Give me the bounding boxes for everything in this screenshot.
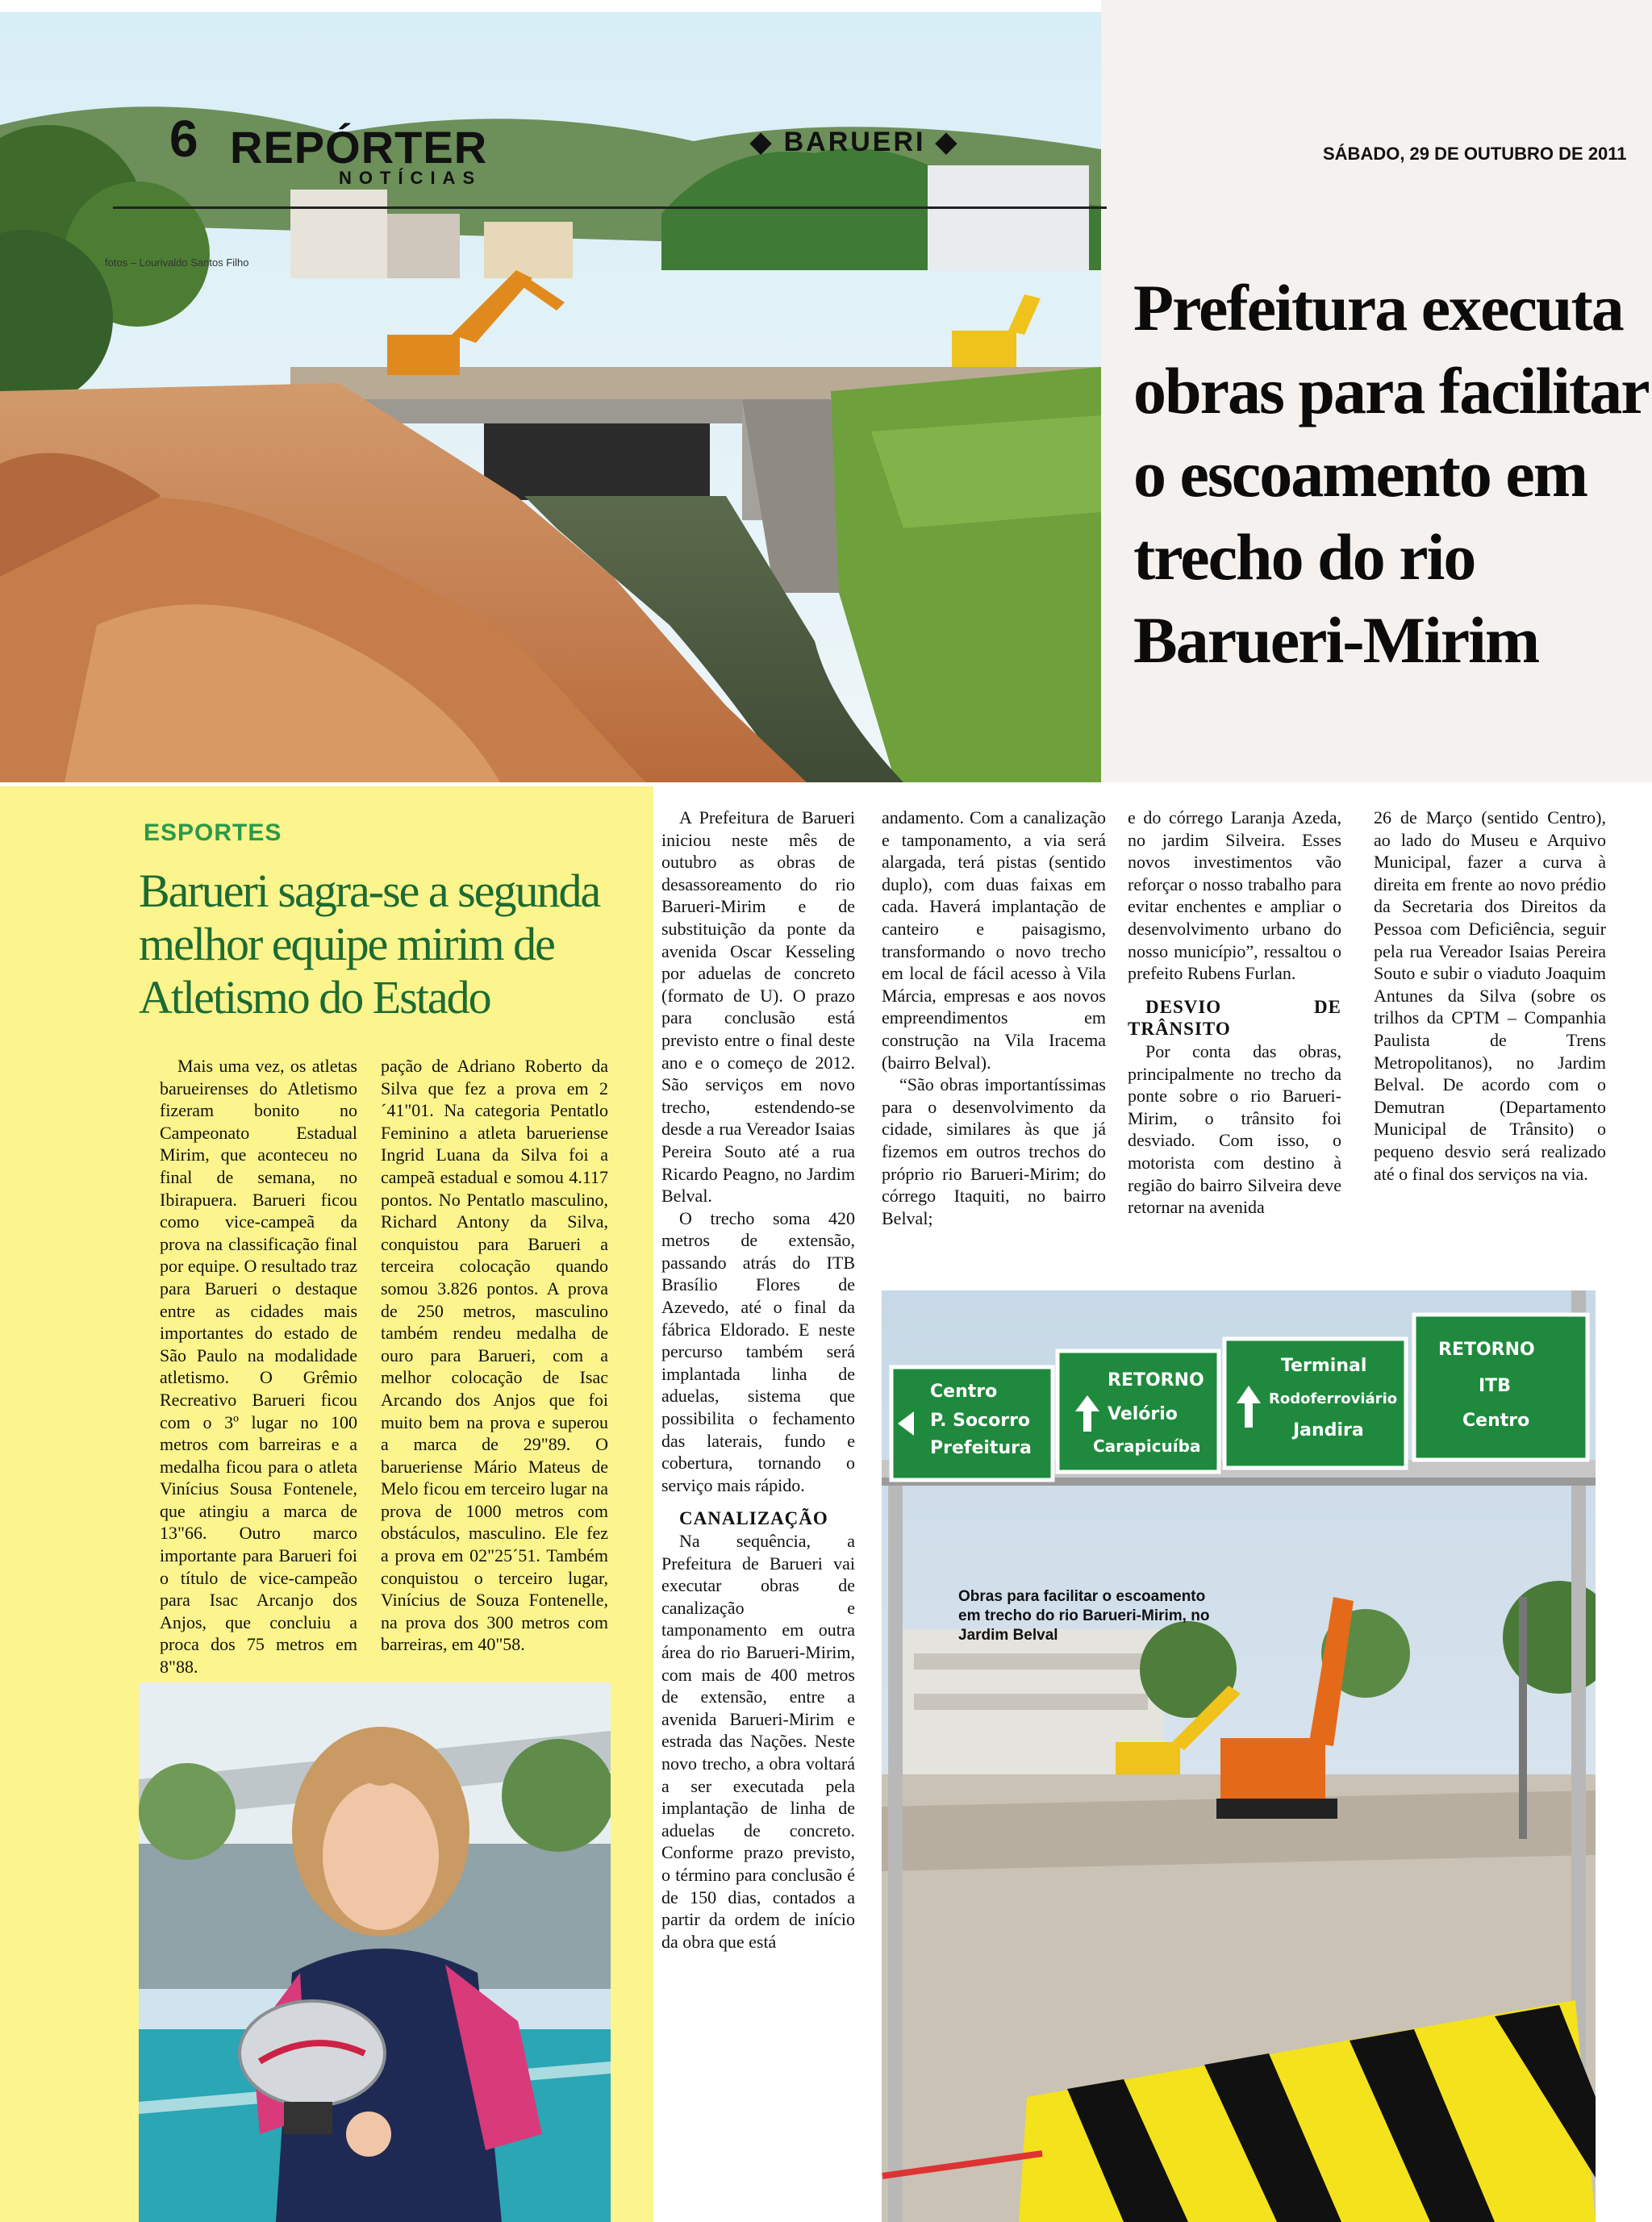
header-rule bbox=[113, 206, 1107, 209]
photo-credit: fotos – Lourivaldo Santos Filho bbox=[105, 256, 249, 269]
sports-paragraph: Mais uma vez, os atletas barueirenses do Atletismo fizeram bonito no Campeonato Estadual Mirim, que aconteceu no final de semana, no Ibirapuera. Barueri ficou como vice-campeã da prova na classificação final por equipe. O resultado traz para Barueri o destaque entre as cidades mais importantes do estado de São Paulo na modalidade atletismo. O Grêmio Recreativo Barueri ficou com o 3º lugar no 100 metros com barreiras e a medalha ficou para o atleta Vinícius Sousa Fontenele, que atingiu a marca de 13"66. Outro marco importante para Barueri foi o título de vice-campeão para Isac Arcanjo dos Anjos, que concluiu a proca dos 75 metros em 8"88. bbox=[160, 1056, 357, 1678]
section-tag: ◆ BARUERI ◆ bbox=[750, 127, 960, 157]
lead-paragraph: andamento. Com a canalização e tamponamento, a via será alargada, terá pistas (sentido duplo), com duas faixas em cada. Haverá implantação de canteiro e paisagismo, transformando o novo trecho em local de fácil acesso à Vila Márcia, empresas e aos novos empreendimentos em construção na Vila Iracema (bairro Belval). bbox=[882, 807, 1106, 1073]
newspaper-logo-subtitle: NOTÍCIAS bbox=[339, 168, 482, 188]
sports-headline: Barueri sagra-se a segunda melhor equipe mirim de Atletismo do Estado bbox=[139, 865, 600, 1023]
sports-column-1 bbox=[160, 1055, 357, 1767]
page-number: 6 bbox=[169, 110, 198, 168]
svg-text:Prefeitura: Prefeitura bbox=[930, 1438, 1032, 1458]
svg-text:RETORNO: RETORNO bbox=[1438, 1340, 1535, 1360]
svg-text:Carapicuíba: Carapicuíba bbox=[1093, 1436, 1201, 1456]
svg-text:Velório: Velório bbox=[1108, 1404, 1178, 1424]
subheading-desvio-transito: DESVIO DE TRÂNSITO bbox=[1128, 996, 1341, 1040]
svg-text:RETORNO: RETORNO bbox=[1108, 1370, 1204, 1390]
lead-paragraph: “São obras importantíssimas para o desenvolvimento da cidade, similares às que já fizemos em outros trechos do próprio rio Barueri-Mirim; do córrego Itaquiti, no bairro Belval; bbox=[882, 1074, 1106, 1228]
sports-kicker: ESPORTES bbox=[144, 819, 282, 846]
sports-paragraph: pação de Adriano Roberto da Silva que fez a prova em 2´41"01. Na categoria Pentatlo Feminino a atleta barueriense Ingrid Luana da Silva foi a campeã estadual e somou 4.117 pontos. No Pentatlo masculino, Richard Antony da Silva, conquistou para Barueri a terceira colocação quando somou 3.826 pontos. A prova de 250 metros, masculino também rendeu medalha de ouro para Barueri, com a melhor colocação de Isac Arcando dos Anjos que foi muito bem na prova e superou a marca de 29"89. O barueriense Mário Mateus de Melo ficou em terceiro lugar na prova de 1000 metros com obstáculos, masculino. Ele fez a prova em 02"25´51. Também conquistou o terceiro lugar, Vinícius de Souza Fontenelle, na prova dos 300 metros com barreiras, em 40"58. bbox=[381, 1056, 608, 1655]
lead-column-3 bbox=[1128, 807, 1341, 1219]
lead-paragraph: A Prefeitura de Barueri iniciou neste mês de outubro as obras de desassoreamento do rio Barueri-Mirim e de substituição da ponte da avenida Oscar Kesseling por aduelas de concreto (formato de U). O prazo para conclusão está previsto entre o final deste ano e o começo de 2012. São serviços em novo trecho, estendendo-se desde a rua Vereador Isaias Pereira Souto até a rua Ricardo Peagno, no Jardim Belval. bbox=[661, 807, 855, 1207]
lead-paragraph: 26 de Março (sentido Centro), ao lado do Museu e Arquivo Municipal, fazer a curva à direita em frente ao novo prédio da Secretaria dos Direitos da Pessoa com Deficiência, seguir pela rua Vereador Isaias Pereira Souto e subir o viaduto Joaquim Antunes da Silva (sobre os trilhos da CPTM – Companhia Paulista de Trens Metropolitanos), no Jardim Belval. De acordo com o Demutran (Departamento Municipal de Trânsito) o pequeno desvio será realizado até o final dos serviços na via. bbox=[1374, 807, 1606, 1184]
sign-text: Centro bbox=[930, 1382, 998, 1402]
lead-headline: Prefeitura executa obras para facilitar o escoamento em trecho do rio Barueri-Mirim bbox=[1133, 271, 1648, 677]
svg-text:ITB: ITB bbox=[1479, 1376, 1511, 1396]
lead-paragraph: Por conta das obras, principalmente no trecho da ponte sobre o rio Barueri-Mirim, o trânsito foi desviado. Com isso, o motorista com destino à região do bairro Silveira deve retornar na avenida bbox=[1128, 1040, 1341, 1218]
lead-paragraph: e do córrego Laranja Azeda, no jardim Silveira. Esses novos investimentos vão reforçar o nosso trabalho para evitar enchentes e ampliar o desenvolvimento urbano do nosso município”, ressaltou o prefeito Rubens Furlan. bbox=[1128, 807, 1341, 984]
lead-paragraph: Na sequência, a Prefeitura de Barueri vai executar obras de canalização e tamponamento em outra área do rio Barueri-Mirim, com mais de 400 metros de extensão, entre a avenida Barueri-Mirim e estrada das Nações. Neste novo trecho, a obra voltará a ser executada pela implantação de linha de aduelas de concreto. Conforme prazo previsto, o término para conclusão é de 150 dias, contados a partir da ordem de início da obra que está bbox=[661, 1531, 855, 1952]
svg-text:Jandira: Jandira bbox=[1293, 1420, 1364, 1440]
road-signs-photo bbox=[882, 1290, 1596, 2222]
lead-column-2 bbox=[882, 807, 1106, 1229]
subheading-canalizacao: CANALIZAÇÃO bbox=[679, 1508, 828, 1529]
lead-paragraph: O trecho soma 420 metros de extensão, passando atrás do ITB Brasílio Flores de Azevedo, até o final da fábrica Eldorado. E neste percurso também será implantada linha de aduelas, sistema que possibilita o fechamento das laterais, fundo e cobertura, tornando o serviço mais rápido. bbox=[661, 1207, 855, 1495]
svg-text:Terminal: Terminal bbox=[1281, 1356, 1367, 1376]
svg-text:Rodoferroviário: Rodoferroviário bbox=[1269, 1390, 1398, 1407]
athlete-trophy-photo bbox=[139, 1682, 611, 2222]
svg-text:P. Socorro: P. Socorro bbox=[930, 1411, 1031, 1431]
sports-column-2 bbox=[381, 1055, 608, 1656]
newspaper-logo: REPÓRTER bbox=[230, 122, 488, 173]
issue-date: SÁBADO, 29 DE OUTUBRO DE 2011 bbox=[1323, 144, 1627, 164]
svg-text:Centro: Centro bbox=[1462, 1411, 1530, 1431]
lead-column-4 bbox=[1374, 807, 1606, 1185]
lead-column-1 bbox=[661, 807, 855, 1953]
photo-caption: Obras para facilitar o escoamento em trecho do rio Barueri-Mirim, no Jardim Belval bbox=[958, 1588, 1210, 1644]
